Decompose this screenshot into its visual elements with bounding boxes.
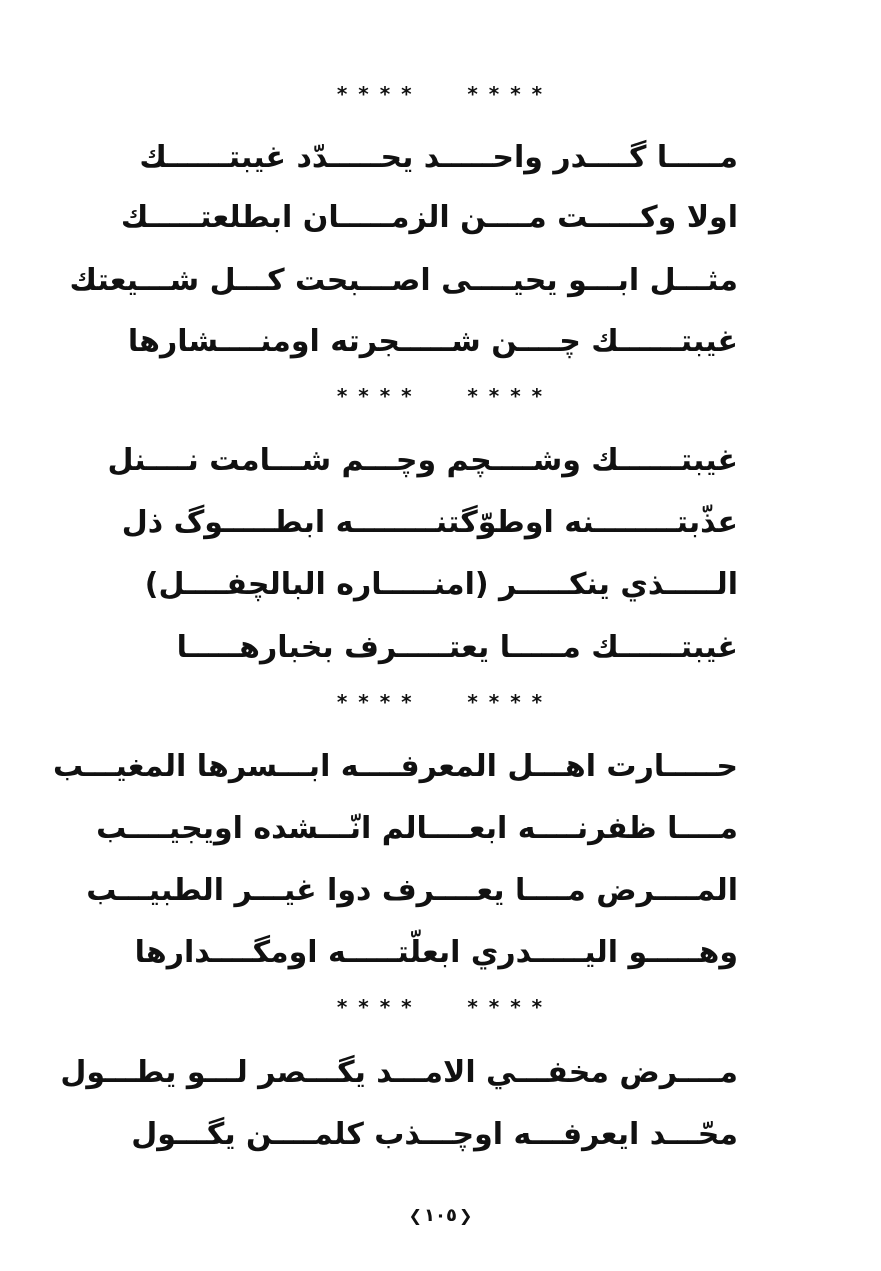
stanza-divider: * * * * * * * * <box>336 690 545 714</box>
verse-line: مــــا ظفرنــــه ابعــــالم انّـــشده اويجيــــب <box>96 811 738 846</box>
verse-line: غيبتــــــك چــــن شـــــجرته اومنــــشارها <box>127 324 738 359</box>
stanza-divider: * * * * * * * * <box>336 82 545 106</box>
verse-line: غيبتــــــك وشــــچم وچـــم شـــامت نــــنل <box>107 443 738 478</box>
verse-line: اولا وكـــــت مــــن الزمـــــان ابطلعتـــــك <box>120 200 738 235</box>
ornament-icon: ❮ <box>408 1206 423 1225</box>
verse-line: محّـــد ايعرفـــه اوچـــذب كلمــــن يگـــول <box>131 1117 738 1152</box>
verse-line: مــــرض مخفـــي الامـــد يگـــصر لـــو يطـــول <box>60 1055 738 1090</box>
page-number-value: ١٠٥ <box>424 1205 457 1226</box>
verse-line: وهـــــو اليـــــدري ابعلّتـــــه اومگــــدارها <box>134 935 738 970</box>
verse-line: غيبتــــــك مـــــا يعتـــــرف بخبارهـــــا <box>176 630 738 665</box>
stanza-divider: * * * * * * * * <box>336 995 545 1019</box>
ornament-icon: ❯ <box>458 1206 473 1225</box>
verse-line: مـــــا گــــدر واحـــــد يحـــــدّد غيبتــــــك <box>139 140 738 175</box>
verse-line: الـــــذي ينكـــــر (امنـــــاره البالچفــــل) <box>144 567 738 602</box>
stanza-divider: * * * * * * * * <box>336 384 545 408</box>
page-number <box>0 1203 881 1229</box>
verse-line: حـــــارت اهـــل المعرفــــه ابـــسرها المغيـــب <box>52 749 738 784</box>
verse-line: مثـــل ابـــو يحيــــى اصـــبحت كـــل شـــيعتك <box>69 263 738 298</box>
verse-line: المــــرض مــــا يعــــرف دوا غيـــر الطبيـــب <box>86 873 738 908</box>
verse-line: عذّبتــــــــنه اوطوّگتنــــــــه ابطـــــوگ ذل <box>121 505 738 540</box>
